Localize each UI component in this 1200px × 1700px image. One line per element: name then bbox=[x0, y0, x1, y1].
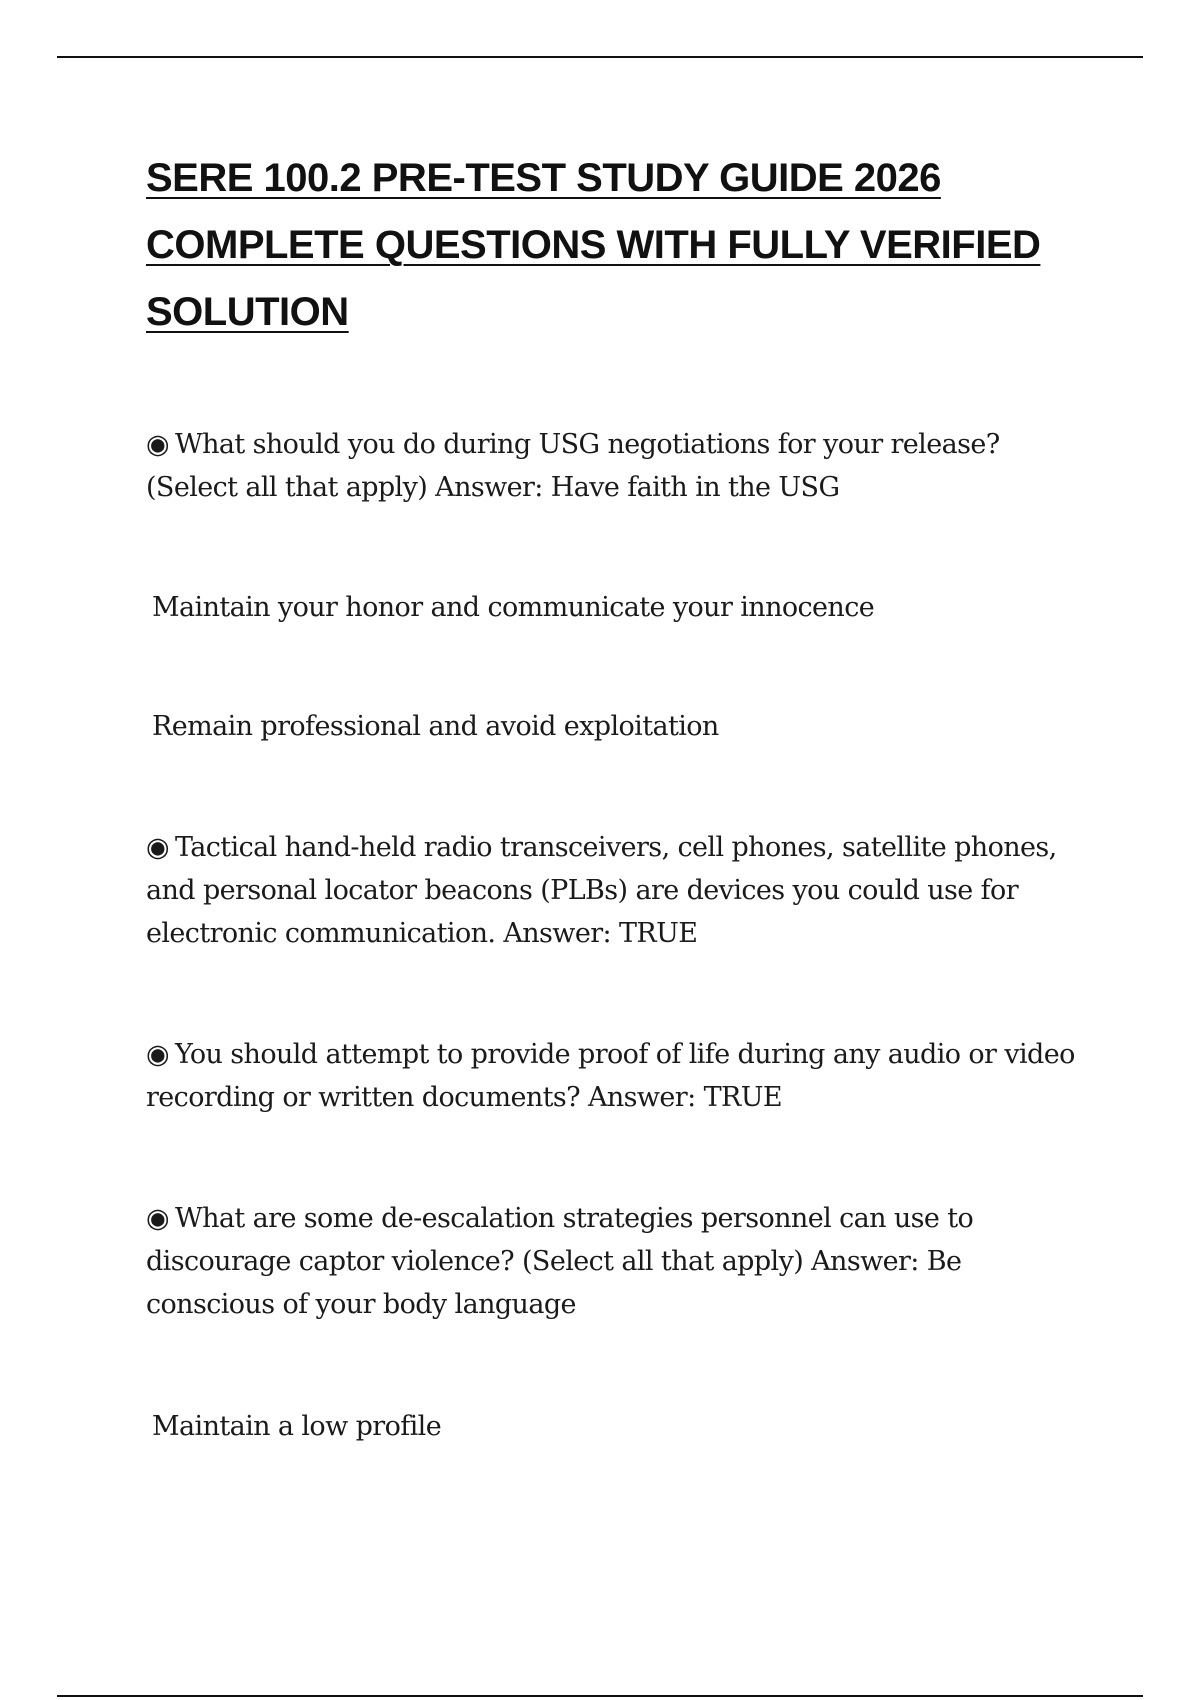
title-line-3: SOLUTION bbox=[146, 290, 349, 334]
answer-4b bbox=[152, 1405, 1092, 1448]
bullet-icon: ◉ bbox=[146, 832, 169, 863]
answer-1c bbox=[152, 705, 1092, 748]
answer-4b-text: Maintain a low profile bbox=[152, 1411, 442, 1442]
answer-1c-text: Remain professional and avoid exploitation bbox=[152, 711, 719, 742]
title-line-1: SERE 100.2 PRE-TEST STUDY GUIDE 2026 bbox=[146, 156, 941, 200]
question-4 bbox=[146, 1197, 1086, 1326]
bullet-icon: ◉ bbox=[146, 1039, 169, 1070]
question-1-text: What should you do during USG negotiations for your release? (Select all that apply) Answer: Have faith in the USG bbox=[146, 429, 1000, 503]
title-line-2: COMPLETE QUESTIONS WITH FULLY VERIFIED bbox=[146, 223, 1041, 267]
question-3-text: You should attempt to provide proof of life during any audio or video recording or written documents? Answer: TRUE bbox=[146, 1039, 1075, 1113]
question-4-text: What are some de-escalation strategies personnel can use to discourage captor violence? (Select all that apply) Answer: Be conscious of your body language bbox=[146, 1203, 974, 1320]
bullet-icon: ◉ bbox=[146, 1203, 169, 1234]
answer-1b bbox=[152, 586, 1092, 629]
bottom-rule bbox=[57, 1695, 1143, 1697]
question-1 bbox=[146, 423, 1086, 509]
question-3 bbox=[146, 1033, 1086, 1119]
answer-1b-text: Maintain your honor and communicate your innocence bbox=[152, 592, 875, 623]
page-title bbox=[146, 145, 1086, 346]
question-2 bbox=[146, 826, 1086, 955]
top-rule bbox=[57, 56, 1143, 58]
bullet-icon: ◉ bbox=[146, 429, 169, 460]
question-2-text: Tactical hand-held radio transceivers, cell phones, satellite phones, and personal locator beacons (PLBs) are devices you could use for electronic communication. Answer: TRUE bbox=[146, 832, 1057, 949]
